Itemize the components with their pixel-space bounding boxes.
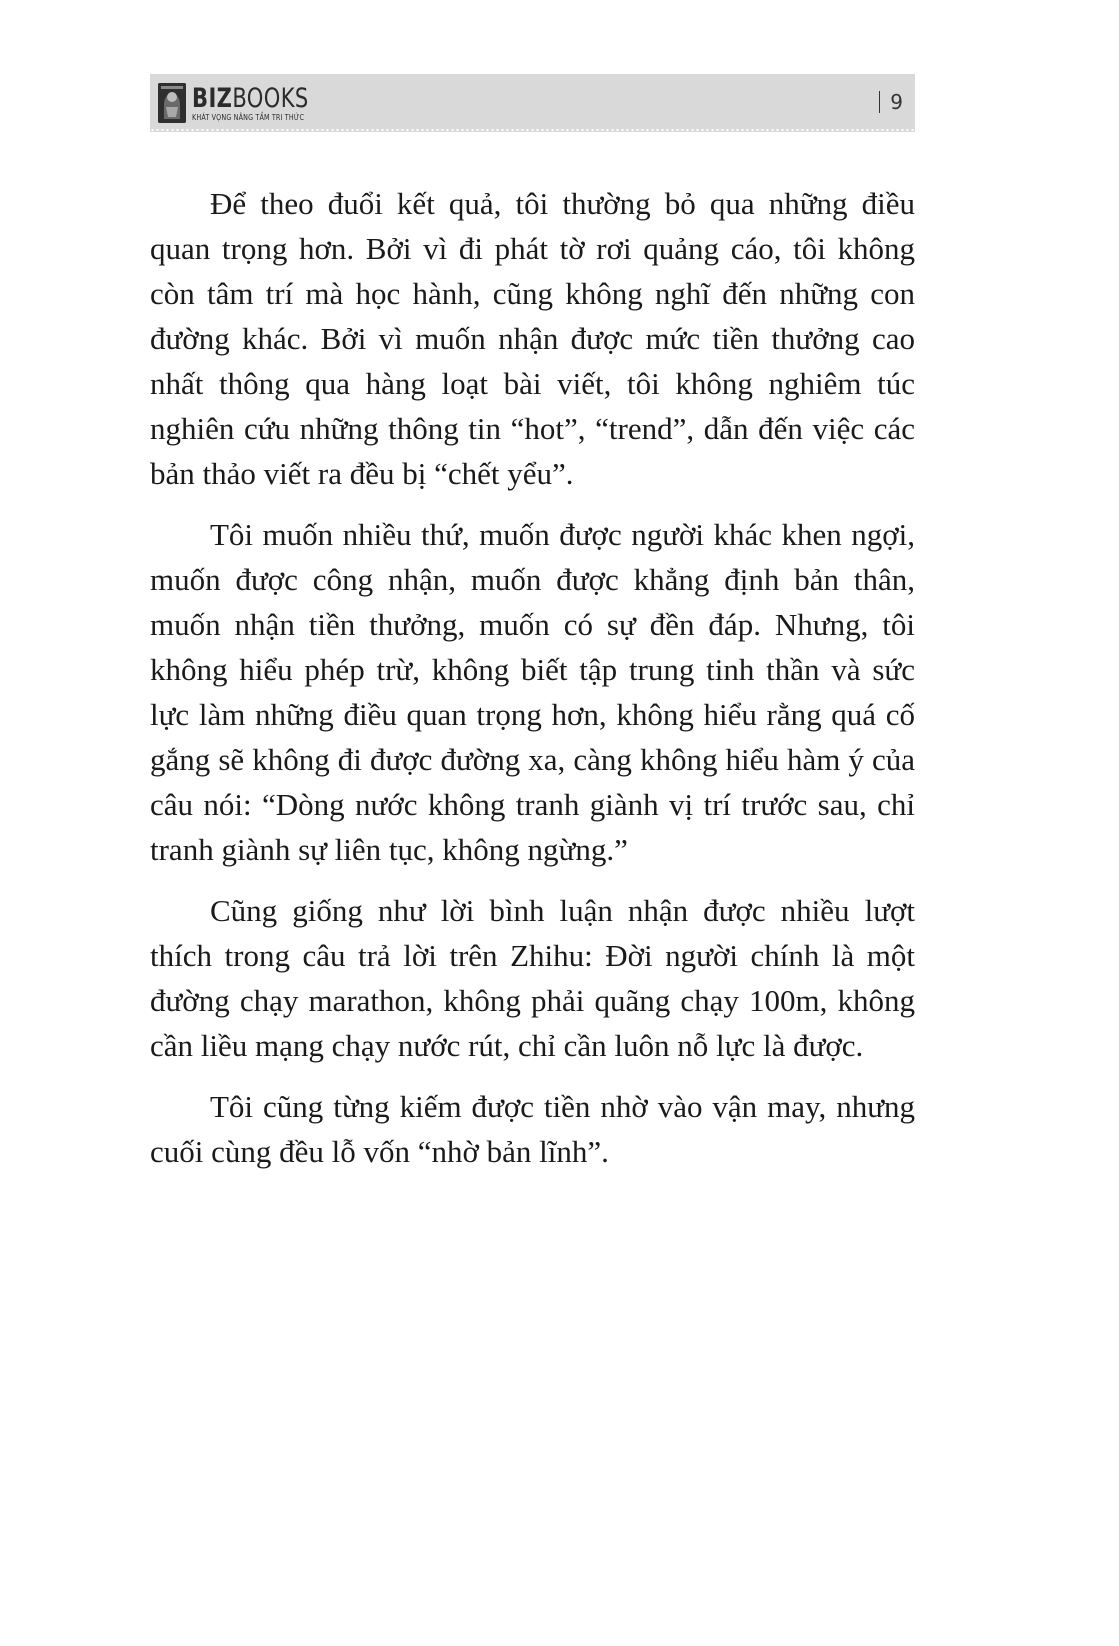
page-header: [150, 74, 915, 132]
page-number-divider: [879, 91, 881, 113]
paragraph: Tôi cũng từng kiếm được tiền nhờ vào vận may, nhưng cuối cùng đều lỗ vốn “nhờ bản lĩnh”.: [150, 1089, 915, 1169]
paragraph: Tôi muốn nhiều thứ, muốn được người khác khen ngợi, muốn được công nhận, muốn được khẳng định bản thân, muốn nhận tiền thưởng, muốn có sự đền đáp. Nhưng, tôi không hiểu phép trừ, không biết tập trung tinh thần và sức lực làm những điều quan trọng hơn, không hiểu rằng quá cố gắng sẽ không đi được đường xa, càng không hiểu hàm ý của câu nói: “Dòng nước không tranh giành vị trí trước sau, chỉ tranh giành sự liên tục, không ngừng.”: [150, 517, 915, 867]
header-dotted-border: [150, 128, 915, 132]
brand-name: BIZBOOKS: [192, 82, 309, 114]
page-number-value: 9: [890, 90, 903, 114]
bizbooks-logo-icon: [158, 83, 186, 123]
paragraph: Để theo đuổi kết quả, tôi thường bỏ qua những điều quan trọng hơn. Bởi vì đi phát tờ rơi quảng cáo, tôi không còn tâm trí mà học hành, cũng không nghĩ đến những con đường khác. Bởi vì muốn nhận được mức tiền thưởng cao nhất thông qua hàng loạt bài viết, tôi không nghiêm túc nghiên cứu những thông tin “hot”, “trend”, dẫn đến việc các bản thảo viết ra đều bị “chết yểu”.: [150, 186, 915, 491]
brand-text: [192, 82, 342, 122]
brand-logo: [158, 81, 342, 125]
brand-tagline: KHÁT VỌNG NÂNG TẦM TRI THỨC: [192, 112, 305, 122]
body-text: [150, 181, 915, 1190]
paragraph: Cũng giống như lời bình luận nhận được nhiều lượt thích trong câu trả lời trên Zhihu: Đời người chính là một đường chạy marathon, không phải quãng chạy 100m, không cần liều mạng chạy nước rút, chỉ cần luôn nỗ lực là được.: [150, 893, 915, 1063]
page-number: [879, 90, 903, 114]
